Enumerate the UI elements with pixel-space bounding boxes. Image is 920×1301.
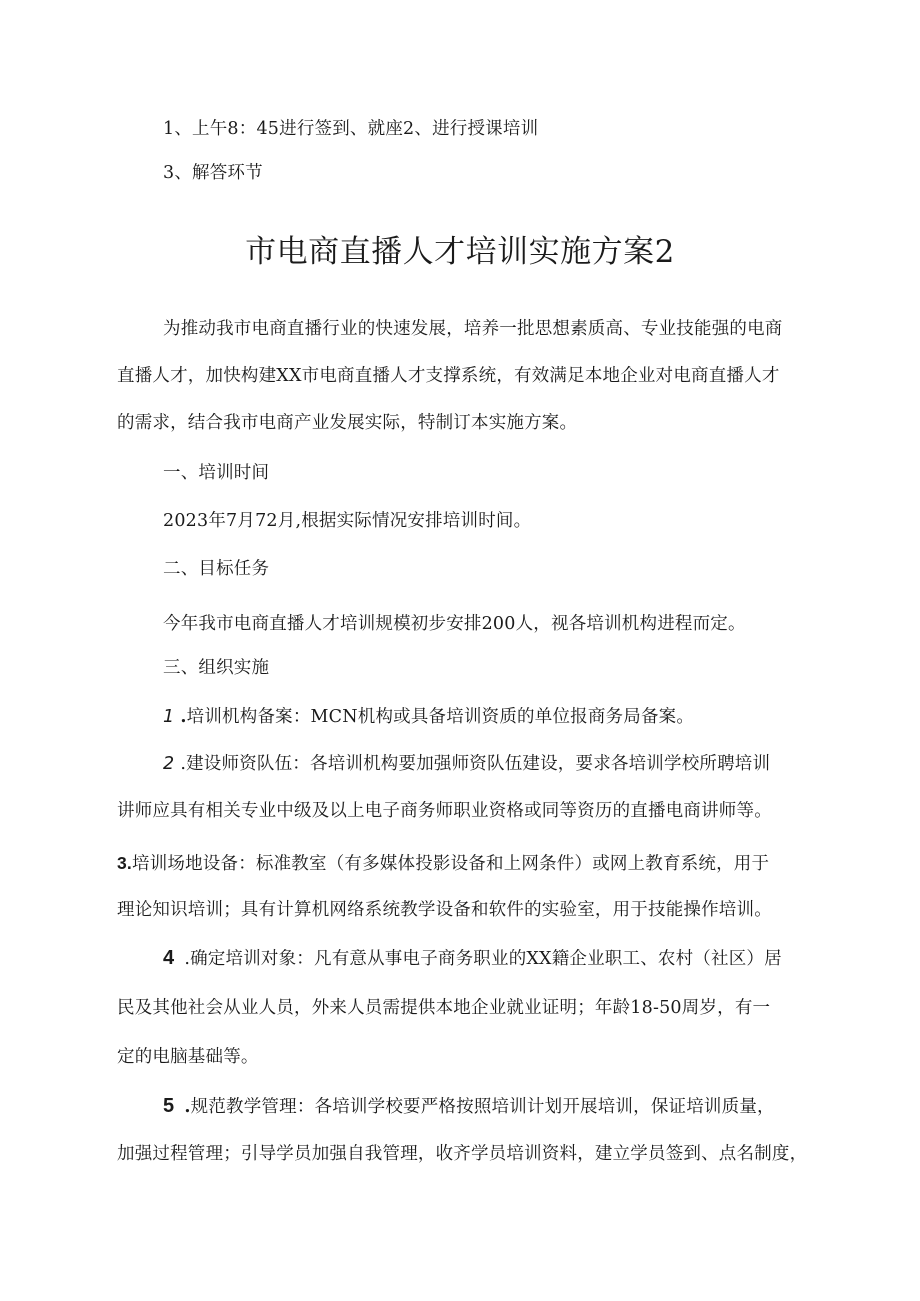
implementation-item-4-line-2: 民及其他社会从业人员，外来人员需提供本地企业就业证明；年龄18-50周岁，有一: [117, 998, 771, 1018]
implementation-item-4-line-3: 定的电脑基础等。: [117, 1047, 259, 1067]
implementation-item-2-line-1: [163, 752, 770, 776]
item-2-number: 2: [163, 754, 175, 774]
item-3-number: 3.: [117, 853, 132, 873]
intro-line-2: 直播人才，加快构建XX市电商直播人才支撑系统，有效满足本地企业对电商直播人才: [117, 366, 780, 386]
item-5-dot: .: [184, 1097, 191, 1117]
item-4-number: 4: [163, 947, 175, 969]
item-5-number: 5: [163, 1095, 175, 1117]
section-heading-training-time: 一、培训时间: [163, 463, 270, 483]
section-heading-goals: 二、目标任务: [163, 559, 270, 579]
item-5-text-1: 规范教学管理：各培训学校要严格按照培训计划开展培训，保证培训质量，: [190, 1097, 775, 1117]
implementation-item-4-line-1: [163, 946, 782, 971]
goals-body: 今年我市电商直播人才培训规模初步安排200人，视各培训机构进程而定。: [163, 614, 746, 634]
item-4-text-1: .确定培训对象：凡有意从事电子商务职业的XX籍企业职工、农村（社区）居: [184, 949, 782, 969]
item-1-dot: .: [180, 707, 187, 727]
intro-line-1: 为推动我市电商直播行业的快速发展，培养一批思想素质高、专业技能强的电商: [163, 319, 783, 339]
implementation-item-5-line-2: 加强过程管理；引导学员加强自我管理，收齐学员培训资料，建立学员签到、点名制度，: [117, 1144, 808, 1164]
document-title: 市电商直播人才培训实施方案2: [245, 234, 675, 270]
implementation-item-5-line-1: [163, 1094, 775, 1119]
item-1-text: 培训机构备案：MCN机构或具备培训资质的单位报商务局备案。: [186, 707, 695, 727]
item-1-number: 1: [163, 707, 175, 727]
item-2-text-1: .建设师资队伍：各培训机构要加强师资队伍建设，要求各培训学校所聘培训: [180, 754, 771, 774]
implementation-item-1: [163, 705, 694, 729]
schedule-item-3: 3、解答环节: [163, 163, 263, 183]
implementation-item-3-line-1: [117, 851, 769, 876]
schedule-item-1: 1、上午8：45进行签到、就座2、进行授课培训: [163, 119, 539, 139]
section-heading-implementation: 三、组织实施: [163, 658, 270, 678]
implementation-item-2-line-2: 讲师应具有相关专业中级及以上电子商务师职业资格或同等资历的直播电商讲师等。: [117, 801, 772, 821]
item-3-text-1: 培训场地设备：标准教室（有多媒体投影设备和上网条件）或网上教育系统，用于: [132, 854, 770, 874]
intro-line-3: 的需求，结合我市电商产业发展实际，特制订本实施方案。: [117, 413, 578, 433]
implementation-item-3-line-2: 理论知识培训；具有计算机网络系统教学设备和软件的实验室，用于技能操作培训。: [117, 900, 772, 920]
training-time-body: 2023年7月72月,根据实际情况安排培训时间。: [163, 511, 532, 531]
